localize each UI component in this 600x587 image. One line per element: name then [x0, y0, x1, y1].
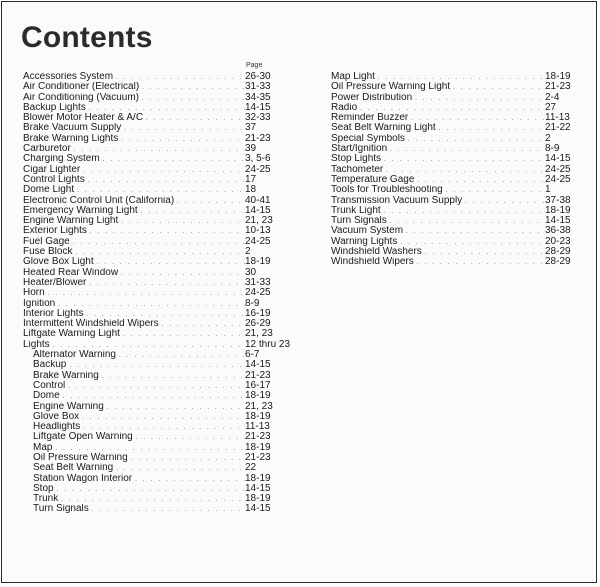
entry-name: Air Conditioning (Vacuum) [23, 92, 139, 103]
contents-entry [331, 82, 579, 92]
entry-page: 21-23 [245, 133, 271, 144]
entry-name: Carburetor [23, 144, 71, 155]
contents-entry [23, 216, 291, 226]
entry-page: 14-15 [245, 360, 271, 371]
entry-page: 18-19 [245, 473, 271, 484]
entry-name: Radio [331, 102, 358, 113]
entry-name: Special Symbols [331, 133, 405, 144]
entry-name: Engine Warning Light [23, 216, 119, 227]
contents-entry [331, 113, 579, 123]
contents-entry [23, 299, 291, 309]
entry-page: 26-29 [245, 319, 271, 330]
contents-entry [23, 165, 291, 175]
entry-name: Heater/Blower [23, 277, 87, 288]
entry-page: 21, 23 [245, 329, 273, 340]
entry-name: Control [33, 380, 66, 391]
contents-entry [331, 206, 579, 216]
contents-entry [331, 237, 579, 247]
entry-name: Blower Motor Heater & A/C [23, 113, 144, 124]
entry-name: Exterior Lights [23, 226, 87, 237]
contents-entry [23, 226, 291, 236]
contents-entry [331, 93, 579, 103]
contents-entry [331, 72, 579, 82]
entry-name: Alternator Warning [33, 350, 116, 361]
contents-subentry [23, 474, 291, 484]
entry-name: Backup Lights [23, 102, 86, 113]
entry-name: Turn Signals [33, 504, 89, 515]
dot-leader [120, 330, 245, 339]
contents-entry [23, 268, 291, 278]
entry-page: 24-25 [545, 174, 571, 185]
dot-leader [412, 94, 545, 103]
dot-leader [99, 372, 245, 381]
dot-leader [387, 145, 545, 154]
contents-entry [23, 123, 291, 133]
entry-name: Emergency Warning Light [23, 205, 138, 216]
entry-name: Station Wagon Interior [33, 473, 133, 484]
entry-name: Brake Warning Lights [23, 133, 119, 144]
contents-entry [23, 278, 291, 288]
dot-leader [405, 135, 545, 144]
dot-leader [174, 197, 245, 206]
entry-page: 18-19 [545, 205, 571, 216]
entry-page: 24-25 [245, 164, 271, 175]
dot-leader [72, 248, 245, 257]
entry-name: Map Light [331, 72, 375, 82]
entry-page: 31-33 [245, 277, 271, 288]
dot-leader [89, 505, 245, 514]
dot-leader [70, 238, 245, 247]
entry-page: 26-30 [245, 72, 271, 82]
entry-page: 32-33 [245, 113, 271, 124]
entry-name: Headlights [33, 422, 81, 433]
entry-name: Turn Signals [331, 216, 387, 227]
dot-leader [86, 279, 245, 288]
contents-subentry [23, 412, 291, 422]
contents-subentry [23, 443, 291, 453]
dot-leader [143, 114, 245, 123]
contents-entry [331, 154, 579, 164]
contents-entry [23, 340, 291, 350]
contents-subentry [23, 504, 291, 514]
entry-page: 18-19 [245, 391, 271, 402]
dot-leader [65, 382, 245, 391]
entry-name: Liftgate Open Warning [33, 432, 133, 443]
entry-name: Control Lights [23, 174, 85, 185]
entry-page: 21-22 [545, 123, 571, 134]
entry-name: Reminder Buzzer [331, 113, 409, 124]
dot-leader [408, 114, 545, 123]
dot-leader [116, 351, 245, 360]
dot-leader [66, 361, 245, 370]
entry-name: Glove Box [33, 411, 80, 422]
entry-name: Fuse Block [23, 247, 73, 258]
contents-entry [23, 185, 291, 195]
entry-name: Temperature Gage [331, 174, 415, 185]
dot-leader [139, 83, 245, 92]
contents-subentry [23, 494, 291, 504]
entry-page: 28-29 [545, 257, 571, 268]
entry-name: Tachometer [331, 164, 384, 175]
dot-leader [45, 289, 245, 298]
contents-subentry [23, 453, 291, 463]
dot-leader [443, 186, 545, 195]
entry-name: Brake Vacuum Supply [23, 123, 122, 134]
entry-name: Lights [23, 339, 50, 350]
entry-page: 8-9 [245, 298, 260, 309]
dot-leader [121, 124, 245, 133]
entry-page: 3, 5-6 [245, 154, 271, 165]
dot-leader [375, 73, 545, 82]
contents-entry [23, 82, 291, 92]
contents-entry [331, 175, 579, 185]
entry-page: 2 [545, 133, 551, 144]
entry-page: 22 [245, 463, 257, 474]
entry-name: Charging System [23, 154, 100, 165]
contents-subentry [23, 402, 291, 412]
entry-name: Electronic Control Unit (California) [23, 195, 175, 206]
dot-leader [84, 310, 245, 319]
dot-leader [357, 104, 545, 113]
entry-name: Glove Box Light [23, 257, 94, 268]
entry-page: 2 [245, 247, 251, 258]
dot-leader [94, 258, 245, 267]
entry-name: Backup [33, 360, 67, 371]
entry-name: Stop Lights [331, 154, 382, 165]
entry-page: 11-13 [245, 422, 270, 433]
entry-page: 18-19 [245, 442, 271, 453]
contents-entry [23, 329, 291, 339]
entry-name: Stop [33, 483, 54, 494]
entry-name: Oil Pressure Warning [33, 452, 128, 463]
dot-leader [118, 135, 245, 144]
entry-page: 21-23 [245, 370, 271, 381]
dot-leader [132, 475, 245, 484]
entry-page: 16-17 [245, 380, 271, 391]
contents-subentry [23, 432, 291, 442]
dot-leader [71, 145, 245, 154]
contents-entry [23, 237, 291, 247]
contents-entry [23, 196, 291, 206]
entry-page: 21, 23 [245, 216, 273, 227]
entry-name: Warning Lights [331, 236, 398, 247]
contents-entry [331, 134, 579, 144]
dot-leader [87, 227, 245, 236]
contents-entry [23, 288, 291, 298]
entry-name: Transmission Vacuum Supply [331, 195, 463, 206]
entry-page: 18 [245, 185, 257, 196]
contents-entry [23, 93, 291, 103]
entry-page: 18-19 [545, 72, 571, 82]
dot-leader [104, 403, 245, 412]
dot-leader [113, 464, 245, 473]
entry-page: 20-23 [545, 236, 571, 247]
contents-list-left [23, 72, 291, 515]
contents-subentry [23, 422, 291, 432]
entry-name: Seat Belt Warning Light [331, 123, 436, 134]
entry-page: 14-15 [245, 483, 271, 494]
entry-name: Heated Rear Window [23, 267, 119, 278]
entry-page: 31-33 [245, 82, 271, 93]
dot-leader [397, 238, 545, 247]
entry-name: Power Distribution [331, 92, 413, 103]
contents-entry [23, 206, 291, 216]
entry-name: Trunk Light [331, 205, 381, 216]
contents-subentry [23, 381, 291, 391]
dot-leader [113, 73, 245, 82]
contents-entry [331, 226, 579, 236]
entry-page: 24-25 [545, 164, 571, 175]
contents-entry [23, 144, 291, 154]
dot-leader [387, 217, 545, 226]
entry-page: 37-38 [545, 195, 571, 206]
entry-name: Liftgate Warning Light [23, 329, 120, 340]
dot-leader [383, 166, 545, 175]
entry-page: 14-15 [245, 504, 271, 515]
dot-leader [403, 227, 545, 236]
contents-list-right [331, 72, 579, 268]
entry-page: 24-25 [245, 236, 271, 247]
dot-leader [79, 413, 245, 422]
entry-name: Trunk [33, 494, 59, 505]
contents-entry [331, 123, 579, 133]
entry-page: 8-9 [545, 144, 560, 155]
entry-name: Engine Warning [33, 401, 104, 412]
dot-leader [74, 186, 245, 195]
contents-entry [23, 134, 291, 144]
entry-page: 24-25 [245, 288, 271, 299]
entry-page: 27 [545, 102, 557, 113]
dot-leader [138, 207, 245, 216]
contents-entry [23, 247, 291, 257]
contents-entry [331, 196, 579, 206]
contents-subentry [23, 360, 291, 370]
dot-leader [100, 155, 245, 164]
entry-name: Dome [33, 391, 60, 402]
contents-entry [331, 165, 579, 175]
entry-page: 21, 23 [245, 401, 273, 412]
contents-entry [23, 72, 291, 82]
entry-name: Tools for Troubleshooting [331, 185, 443, 196]
entry-page: 21-23 [545, 82, 571, 93]
dot-leader [422, 248, 545, 257]
dot-leader [52, 444, 245, 453]
contents-entry [331, 144, 579, 154]
entry-page: 11-13 [545, 113, 570, 124]
contents-subentry [23, 391, 291, 401]
entry-name: Windshield Wipers [331, 257, 414, 268]
contents-entry [23, 309, 291, 319]
entry-name: Intermittent Windshield Wipers [23, 319, 159, 330]
entry-page: 2-4 [545, 92, 560, 103]
contents-page [1, 1, 597, 583]
entry-name: Start/Ignition [331, 144, 388, 155]
contents-subentry [23, 463, 291, 473]
entry-name: Oil Pressure Warning Light [331, 82, 451, 93]
entry-name: Map [33, 442, 53, 453]
entry-page: 36-38 [545, 226, 571, 237]
entry-name: Accessories System [23, 72, 114, 82]
contents-subentry [23, 350, 291, 360]
dot-leader [118, 217, 245, 226]
dot-leader [55, 300, 245, 309]
entry-page: 18-19 [245, 494, 271, 505]
entry-page: 18-19 [245, 411, 271, 422]
contents-entry [23, 113, 291, 123]
contents-entry [331, 216, 579, 226]
entry-page: 30 [245, 267, 257, 278]
dot-leader [414, 258, 545, 267]
dot-leader [85, 176, 245, 185]
contents-subentry [23, 371, 291, 381]
entry-name: Seat Belt Warning [33, 463, 114, 474]
page-title: Contents [21, 21, 153, 54]
dot-leader [60, 392, 245, 401]
entry-name: Windshield Washers [331, 247, 422, 258]
entry-name: Vacuum System [331, 226, 404, 237]
entry-name: Ignition [23, 298, 56, 309]
contents-entry [331, 185, 579, 195]
dot-leader [133, 433, 245, 442]
contents-entry [23, 257, 291, 267]
entry-page: 14-15 [545, 154, 571, 165]
entry-page: 17 [245, 174, 257, 185]
dot-leader [128, 454, 245, 463]
entry-page: 34-35 [245, 92, 271, 103]
entry-page: 1 [545, 185, 551, 196]
entry-page: 37 [245, 123, 257, 134]
dot-leader [462, 197, 545, 206]
contents-entry [23, 319, 291, 329]
entry-name: Air Conditioner (Electrical) [23, 82, 140, 93]
entry-page: 21-23 [245, 432, 271, 443]
dot-leader [159, 320, 245, 329]
entry-page: 21-23 [245, 452, 271, 463]
entry-page: 18-19 [245, 257, 271, 268]
dot-leader [86, 104, 245, 113]
entry-name: Horn [23, 288, 45, 299]
entry-page: 40-41 [245, 195, 271, 206]
dot-leader [436, 124, 545, 133]
entry-page: 39 [245, 144, 257, 155]
contents-entry [23, 154, 291, 164]
entry-name: Interior Lights [23, 308, 84, 319]
entry-name: Cigar Lighter [23, 164, 81, 175]
page-column-header: Page [246, 62, 263, 69]
contents-entry [331, 257, 579, 267]
dot-leader [80, 423, 245, 432]
dot-leader [414, 176, 545, 185]
dot-leader [118, 269, 245, 278]
entry-page: 16-19 [245, 308, 271, 319]
contents-entry [23, 103, 291, 113]
contents-entry [331, 247, 579, 257]
dot-leader [381, 155, 545, 164]
entry-page: 6-7 [245, 350, 260, 361]
entry-page: 28-29 [545, 247, 571, 258]
dot-leader [80, 166, 245, 175]
entry-page: 14-15 [545, 216, 571, 227]
contents-subentry [23, 484, 291, 494]
entry-page: 12 thru 23 [245, 339, 291, 350]
entry-name: Brake Warning [33, 370, 99, 381]
contents-entry [23, 175, 291, 185]
dot-leader [54, 485, 245, 494]
entry-name: Dome Light [23, 185, 75, 196]
dot-leader [450, 83, 545, 92]
entry-name: Fuel Gage [23, 236, 70, 247]
dot-leader [58, 495, 245, 504]
entry-page: 14-15 [245, 102, 271, 113]
entry-page: 10-13 [245, 226, 271, 237]
dot-leader [50, 341, 245, 350]
dot-leader [139, 94, 245, 103]
contents-entry [331, 103, 579, 113]
dot-leader [381, 207, 545, 216]
entry-page: 14-15 [245, 205, 271, 216]
